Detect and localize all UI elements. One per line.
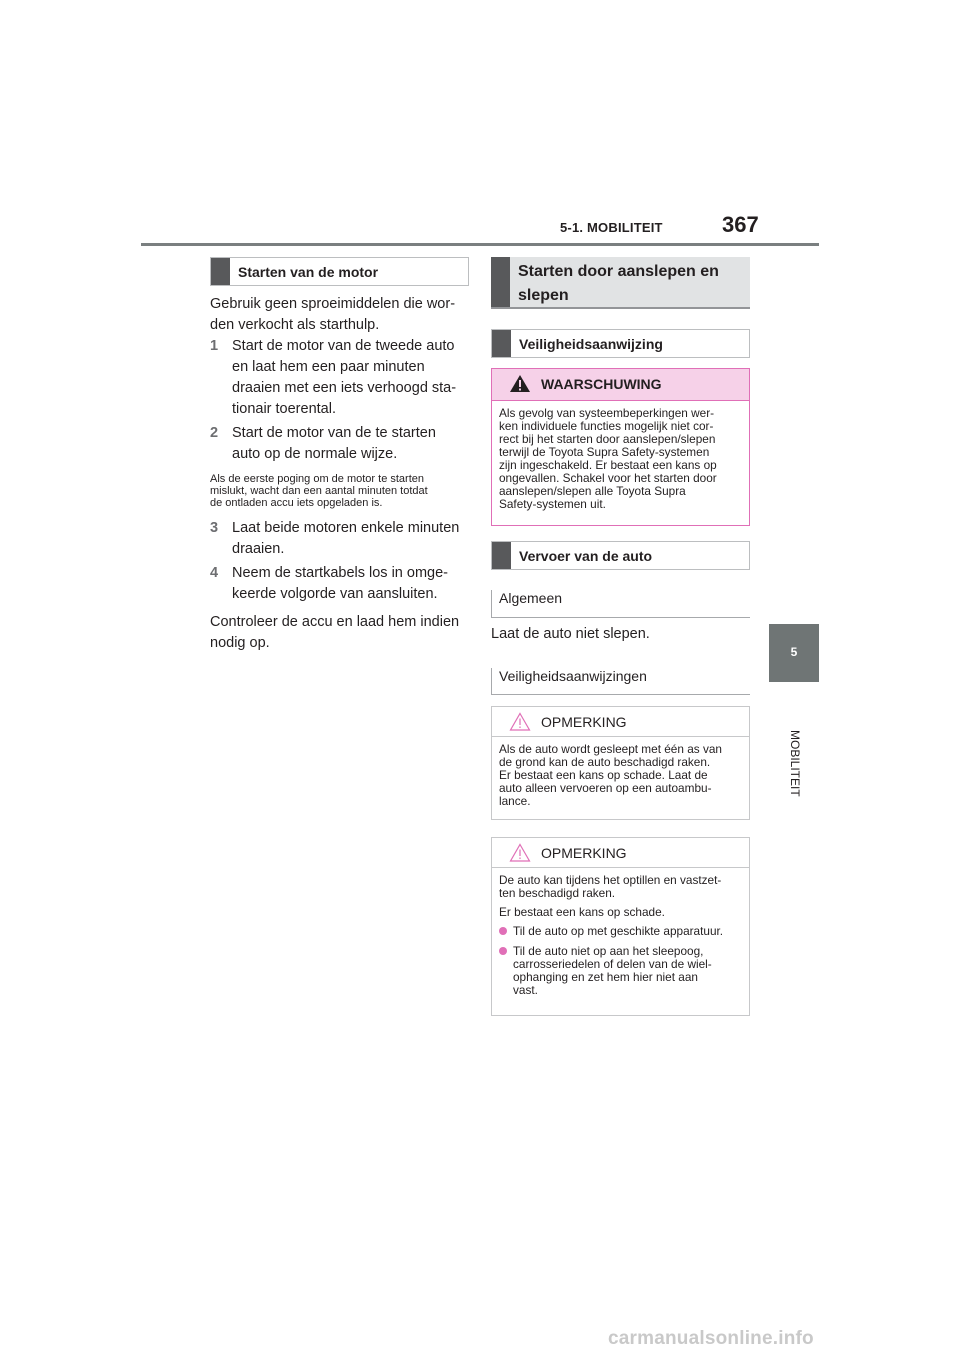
warning-line: zijn ingeschakeld. Er bestaat een kans op: [499, 458, 717, 472]
notice-triangle-icon: [509, 712, 531, 731]
step-4: [210, 563, 472, 605]
note-line: de ontladen accu iets opgeladen is.: [210, 497, 383, 509]
closing-paragraph: [210, 612, 472, 654]
warning-box: [491, 368, 750, 526]
step-line: en laat hem een paar minuten: [232, 359, 425, 375]
heading-bar: [492, 330, 511, 357]
chapter-tab-number: 5: [790, 645, 798, 659]
step-number: 1: [210, 338, 219, 354]
chapter-tab-label: [770, 730, 818, 830]
subheading-safety-instructions: Veiligheidsaanwijzingen: [491, 668, 750, 695]
bullet-line: Til de auto niet op aan het sleepoog,: [513, 944, 704, 958]
notice-line: de grond kan de auto beschadigd raken.: [499, 755, 711, 769]
notice-box-2: [491, 837, 750, 1016]
heading-text: Veiligheidsaanwijzing: [519, 336, 663, 352]
notice-line: De auto kan tijdens het optillen en vastzet-: [499, 873, 722, 887]
notice-body: [492, 737, 749, 808]
warning-line: rect bij het starten door aanslepen/slepen: [499, 432, 716, 446]
bullet-dot-icon: [499, 947, 507, 955]
notice-paragraph: Er bestaat een kans op schade.: [499, 905, 665, 919]
closing-line: nodig op.: [210, 635, 270, 651]
warning-line: terwijl de Toyota Supra Safety-systemen: [499, 445, 710, 459]
step-line: Laat beide motoren enkele minuten: [232, 520, 460, 536]
step-line: Neem de startkabels los in omge-: [232, 565, 448, 581]
heading-line: slepen: [518, 287, 569, 304]
step-line: auto op de normale wijze.: [232, 446, 398, 462]
heading-bar: [491, 257, 510, 307]
warning-line: Safety-systemen uit.: [499, 497, 606, 511]
warning-title: WAARSCHUWING: [541, 376, 662, 392]
notice-line: auto alleen vervoeren op een autoambu-: [499, 781, 712, 795]
step-note: [210, 473, 472, 509]
running-header-section: 5-1. MOBILITEIT: [560, 220, 663, 235]
warning-triangle-icon: [509, 374, 531, 393]
section-heading-tow-start: [491, 257, 750, 309]
warning-line: ken individuele functies mogelijk niet cor-: [499, 419, 714, 433]
step-line: Start de motor van de te starten: [232, 425, 436, 441]
note-line: mislukt, wacht dan een aantal minuten totdat: [210, 485, 428, 497]
section-heading-transport: [491, 541, 750, 570]
warning-box-header: [492, 369, 749, 401]
bullet-line: vast.: [513, 983, 538, 997]
notice-line: Er bestaat een kans op schade. Laat de: [499, 768, 708, 782]
step-3: [210, 518, 472, 560]
notice-box-header: [492, 707, 749, 737]
notice-box-header: [492, 838, 749, 868]
step-number: 4: [210, 565, 219, 581]
intro-paragraph: [210, 294, 472, 336]
notice-box-1: [491, 706, 750, 820]
heading-text: Vervoer van de auto: [519, 548, 653, 564]
page-number: 367: [722, 212, 759, 237]
step-line: keerde volgorde van aansluiten.: [232, 586, 438, 602]
notice-title: OPMERKING: [541, 714, 627, 730]
step-number: 2: [210, 425, 219, 441]
notice-line: Als de auto wordt gesleept met één as van: [499, 742, 722, 756]
closing-line: Controleer de accu en laad hem indien: [210, 614, 460, 630]
note-line: Als de eerste poging om de motor te starten: [210, 473, 425, 485]
notice-line: lance.: [499, 794, 531, 808]
step-line: tionair toerental.: [232, 401, 336, 417]
step-line: draaien.: [232, 541, 285, 557]
warning-line: ongevallen. Schakel voor het starten door: [499, 471, 717, 485]
notice-bullet: [499, 945, 741, 997]
step-1: [210, 336, 472, 420]
step-line: draaien met een iets verhoogd sta-: [232, 380, 457, 396]
heading-bar: [211, 258, 230, 285]
heading-bar: [492, 542, 511, 569]
notice-bullet: [499, 925, 741, 938]
chapter-tab-label-text: MOBILITEIT: [788, 730, 802, 797]
intro-line: Gebruik geen sproeimiddelen die wor-: [210, 296, 456, 312]
step-2: [210, 423, 472, 465]
notice-title: OPMERKING: [541, 845, 627, 861]
general-paragraph: Laat de auto niet slepen.: [491, 626, 650, 642]
notice-paragraph: [499, 874, 741, 900]
notice-line: ten beschadigd raken.: [499, 886, 616, 900]
bullet-dot-icon: [499, 927, 507, 935]
heading-line: Starten door aanslepen en: [518, 263, 719, 280]
notice-body: [492, 868, 749, 997]
bullet-text: Til de auto op met geschikte apparatuur.: [513, 924, 724, 938]
warning-line: Als gevolg van systeembeperkingen wer-: [499, 406, 715, 420]
header-rule: [141, 243, 819, 246]
heading-text: Starten van de motor: [238, 264, 379, 280]
step-line: Start de motor van de tweede auto: [232, 338, 455, 354]
watermark: carmanualsonline.info: [608, 1328, 814, 1349]
bullet-line: carrosseriedelen of delen van de wiel-: [513, 957, 712, 971]
warning-line: aanslepen/slepen alle Toyota Supra: [499, 484, 686, 498]
warning-body: [492, 401, 749, 511]
subheading-general: Algemeen: [491, 590, 750, 618]
step-number: 3: [210, 520, 219, 536]
bullet-line: ophanging en zet hem hier niet aan: [513, 970, 698, 984]
notice-triangle-icon: [509, 843, 531, 862]
intro-line: den verkocht als starthulp.: [210, 317, 380, 333]
heading-text: [518, 260, 719, 308]
section-heading-safety: [491, 329, 750, 358]
section-heading-engine-start: [210, 257, 469, 286]
